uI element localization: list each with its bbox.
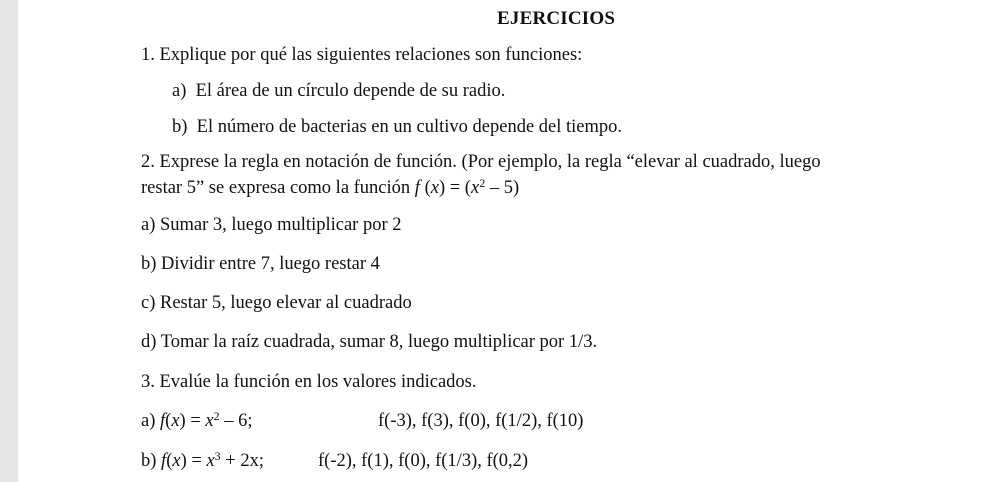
question-1-item-a: a) El área de un círculo depende de su radio. xyxy=(172,81,506,101)
example-variable-2: x xyxy=(470,178,480,198)
question-3-item-a-values: f(-3), f(3), f(0), f(1/2), f(10) xyxy=(378,411,584,431)
question-3-item-a-label: a) xyxy=(141,411,160,431)
question-3-item-a-exponent: 2 xyxy=(213,409,220,423)
page-title: EJERCICIOS xyxy=(497,8,616,29)
example-variable: x xyxy=(430,178,439,198)
example-exponent: 2 xyxy=(479,176,486,190)
question-2-stem-prefix: restar 5” se expresa como la función xyxy=(141,178,415,198)
question-2-item-d: d) Tomar la raíz cuadrada, sumar 8, luego multiplicar por 1/3. xyxy=(141,332,598,352)
question-2-item-c: c) Restar 5, luego elevar al cuadrado xyxy=(141,293,412,313)
question-2-stem-line1: 2. Exprese la regla en notación de función. (Por ejemplo, la regla “elevar al cuadrado, luego xyxy=(141,152,821,172)
question-3-item-b-values: f(-2), f(1), f(0), f(1/3), f(0,2) xyxy=(318,451,529,471)
question-1-stem: 1. Explique por qué las siguientes relaciones son funciones: xyxy=(141,45,583,65)
example-function-name: f xyxy=(414,178,420,198)
question-3-item-b-exponent: 3 xyxy=(214,449,221,463)
question-2-stem-line2: restar 5” se expresa como la función f $(x) = (x^2 - 5)$ xyxy=(141,176,520,198)
left-margin-bar xyxy=(0,0,18,482)
question-3-item-a-tail: – 6; xyxy=(219,411,253,431)
question-3-item-b-label: b) xyxy=(141,451,162,471)
question-3-item-b: b) $f(x) = x^3 + 2x$; xyxy=(141,449,264,471)
question-1-item-b: b) El número de bacterias en un cultivo depende del tiempo. xyxy=(172,117,623,137)
question-2-item-a: a) Sumar 3, luego multiplicar por 2 xyxy=(141,215,402,235)
question-3-item-b-tail: + 2x; xyxy=(220,451,264,471)
question-3-item-a: a) $f(x) = x^2 - 6$; xyxy=(141,409,253,431)
question-2-item-b: b) Dividir entre 7, luego restar 4 xyxy=(141,254,380,274)
question-3-stem: 3. Evalúe la función en los valores indicados. xyxy=(141,372,477,392)
